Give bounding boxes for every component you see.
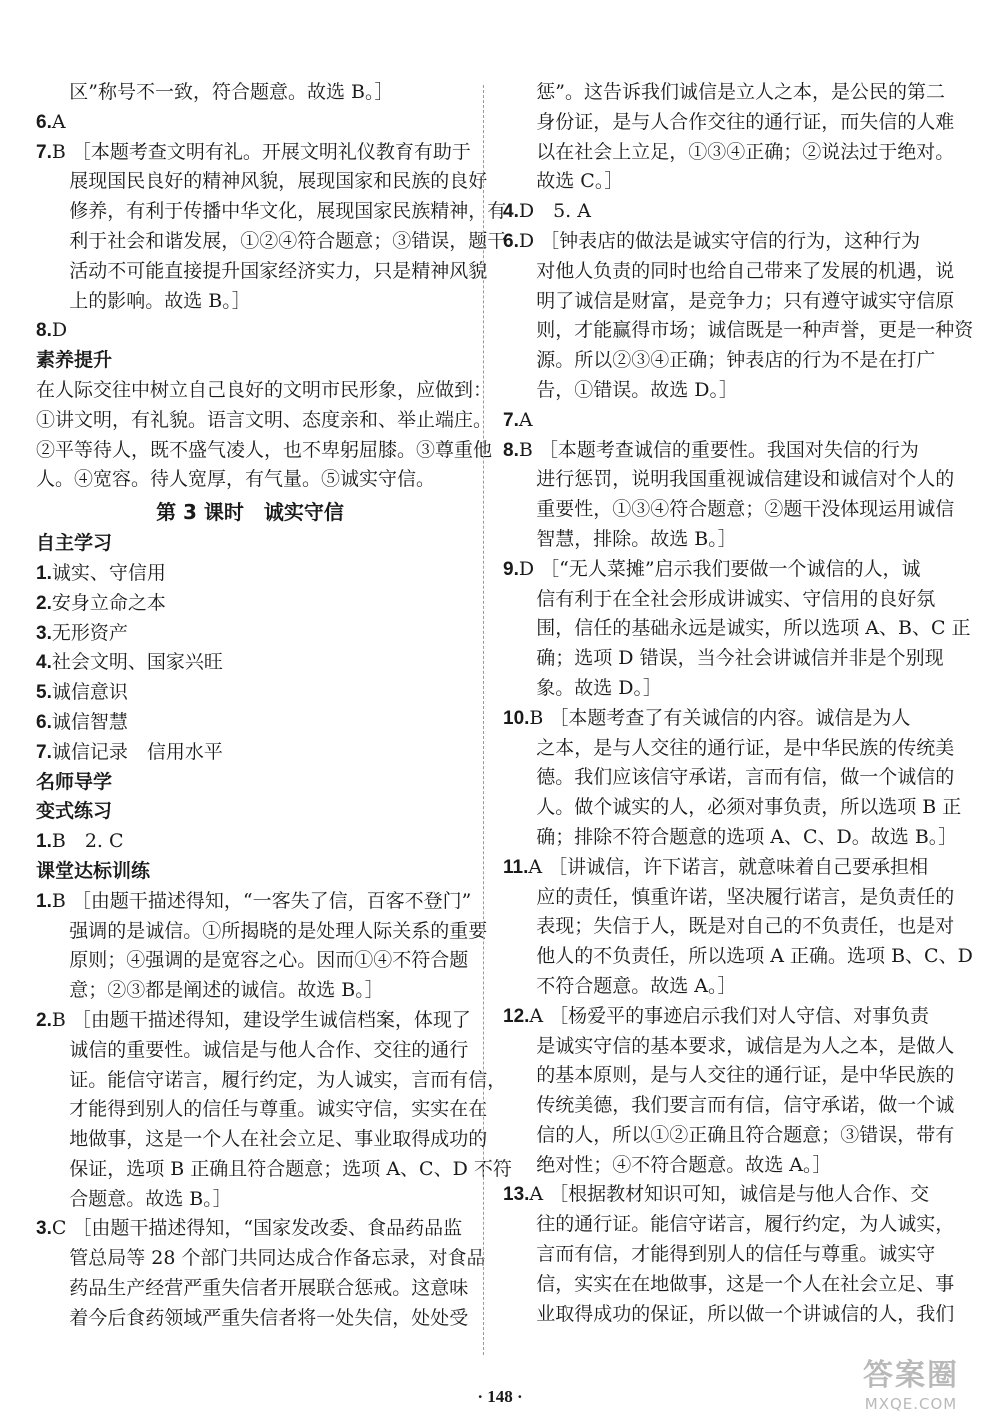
- line-text: 传统美德，我们要言而有信，信守承诺，做一个诚: [536, 1094, 955, 1117]
- line-text: 业取得成功的保证，所以做一个讲诚信的人，我们: [536, 1302, 955, 1325]
- line-text: 信，实实在在地做事，这是一个人在社会立足、事: [536, 1272, 955, 1295]
- text-line: [503, 1002, 933, 1032]
- item-number: 13.: [503, 1184, 530, 1206]
- answer-item: [503, 555, 971, 704]
- text-line: [36, 316, 464, 346]
- text-line: [36, 619, 464, 649]
- line-text: 地做事，这是一个人在社会立足、事业取得成功的: [69, 1128, 488, 1151]
- section-heading: 自主学习: [36, 532, 113, 555]
- text-line: [36, 257, 488, 287]
- text-line: [503, 1032, 955, 1062]
- text-line: [503, 1091, 955, 1121]
- text-line: [503, 644, 944, 674]
- answer-item: [36, 738, 464, 768]
- line-text: 诚信的重要性。诚信是与他人合作、交往的通行: [69, 1038, 469, 1061]
- text-line: [503, 1270, 955, 1300]
- line-text: ①讲文明，有礼貌。语言文明、态度亲和、举止端庄。: [36, 408, 493, 431]
- answer-item: [503, 1002, 955, 1181]
- line-text: 人。做个诚实的人，必须对事负责，所以选项 B 正: [536, 796, 962, 819]
- text-line: [503, 465, 955, 495]
- line-text: 言而有信，才能得到别人的信任与尊重。诚实守: [536, 1243, 936, 1266]
- text-line: [503, 257, 955, 287]
- answer-item: [36, 648, 464, 678]
- text-paragraph: [36, 78, 464, 108]
- answer-item: [503, 227, 974, 406]
- line-text: 药品生产经营严重失信者开展联合惩戒。这意味: [69, 1277, 469, 1300]
- text-line: [36, 78, 464, 108]
- text-line: [36, 436, 493, 466]
- line-text: A ［杨爱平的事迹启示我们对人守信、对事负责: [529, 1004, 930, 1027]
- text-line: [36, 167, 488, 197]
- text-line: [503, 436, 933, 466]
- right-column: [503, 78, 974, 1329]
- item-number: 1.: [36, 890, 52, 912]
- text-line: [503, 167, 933, 197]
- text-line: [36, 1155, 512, 1185]
- item-number: 7.: [503, 409, 519, 431]
- item-number: 3.: [36, 622, 52, 644]
- text-line: [503, 376, 933, 406]
- line-text: 惩”。这告诉我们诚信是立人之本，是公民的第二: [536, 81, 945, 103]
- text-line: [503, 912, 955, 942]
- line-text: 智慧，排除。故选 B。］: [536, 527, 737, 550]
- item-number: 4.: [503, 201, 519, 223]
- item-number: 6.: [36, 111, 52, 133]
- item-number: 1.: [36, 562, 52, 584]
- text-line: [503, 555, 933, 585]
- item-number: 7.: [36, 141, 52, 163]
- text-line: [36, 1304, 469, 1334]
- text-line: [503, 704, 933, 734]
- answer-item: [36, 887, 488, 1006]
- answer-item: [36, 1214, 486, 1333]
- text-line: [503, 1210, 955, 1240]
- line-text: 以在社会上立足，①③④正确；②说法过于绝对。: [536, 140, 955, 163]
- text-line: [36, 108, 464, 138]
- text-line: [503, 346, 936, 376]
- line-text: 之本，是与人交往的通行证，是中华民族的传统美: [536, 736, 955, 759]
- text-line: [36, 976, 464, 1006]
- item-number: 9.: [503, 558, 519, 580]
- line-text: 围，信任的基础永远是诚实，所以选项 A、B、C 正: [536, 617, 971, 640]
- line-text: 修养，有利于传播中华文化，展现国家民族精神，有: [69, 200, 507, 223]
- text-line: [503, 495, 955, 525]
- line-text: 则，才能赢得市场；诚信既是一种声誉，更是一种资: [536, 319, 974, 342]
- line-text: ②平等待人，既不盛气凌人，也不卑躬屈膝。③尊重他: [36, 438, 493, 461]
- text-line: [503, 972, 933, 1002]
- text-line: [36, 917, 488, 947]
- line-text: 德。我们应该信守承诺，言而有信，做一个诚信的: [536, 766, 955, 789]
- text-line: [503, 1121, 955, 1151]
- text-line: [503, 227, 933, 257]
- text-line: [503, 138, 955, 168]
- line-text: 诚信智慧: [51, 710, 128, 733]
- answer-item: [36, 827, 464, 857]
- answer-item: [503, 436, 955, 555]
- text-line: [503, 108, 955, 138]
- answer-item: [36, 589, 464, 619]
- text-line: [503, 1240, 936, 1270]
- text-line: [503, 853, 933, 883]
- item-number: 1.: [36, 831, 52, 853]
- line-text: 管总局等 28 个部门共同达成合作备忘录，对食品: [69, 1247, 486, 1270]
- section-heading: 素养提升: [36, 349, 113, 372]
- line-text: B 2. C: [51, 830, 124, 853]
- line-text: 确；排除不符合题意的选项 A、C、D。故选 B。］: [536, 825, 958, 848]
- watermark-url: MXQE.COM: [864, 1395, 958, 1413]
- answer-item: [503, 1180, 955, 1329]
- line-text: 身份证，是与人合作交往的通行证，而失信的人难: [536, 110, 955, 133]
- text-line: [36, 227, 507, 257]
- text-line: [36, 1274, 469, 1304]
- line-text: 信有利于在全社会形成讲诚实、守信用的良好氛: [536, 587, 936, 610]
- left-column: [36, 78, 512, 1334]
- line-text: 进行惩罚，说明我国重视诚信建设和诚信对个人的: [536, 468, 955, 491]
- watermark-logo: [836, 1357, 986, 1419]
- text-line: [36, 1214, 464, 1244]
- text-line: [36, 827, 464, 857]
- line-text: 原则；④强调的是宽容之心。因而①④不符合题: [69, 949, 469, 972]
- text-line: [36, 559, 464, 589]
- line-text: 意；②③都是阐述的诚信。故选 B。］: [69, 979, 384, 1002]
- item-number: 4.: [36, 652, 52, 674]
- item-number: 11.: [503, 856, 529, 878]
- text-line: [503, 316, 974, 346]
- line-text: 无形资产: [51, 621, 128, 644]
- line-text: B ［由题干描述得知，建设学生诚信档案，体现了: [51, 1008, 471, 1031]
- text-line: [36, 406, 493, 436]
- line-text: B ［本题考查文明有礼。开展文明礼仪教育有助于: [51, 140, 471, 163]
- line-text: 合题意。故选 B。］: [69, 1187, 232, 1210]
- text-line: [503, 793, 962, 823]
- lesson-title: 第 3 课时 诚实守信: [156, 500, 344, 525]
- text-line: [503, 406, 933, 436]
- line-text: 社会文明、国家兴旺: [51, 651, 223, 674]
- line-text: 源。所以②③④正确；钟表店的行为不是在打广: [536, 349, 936, 372]
- item-number: 6.: [503, 230, 519, 252]
- text-line: [36, 197, 507, 227]
- line-text: 信的人，所以①②正确且符合题意；③错误，带有: [536, 1123, 955, 1146]
- line-text: 他人的不负责任，所以选项 A 正确。选项 B、C、D: [536, 945, 973, 968]
- text-line: [503, 763, 955, 793]
- text-line: [36, 738, 464, 768]
- line-text: D: [51, 319, 68, 342]
- line-text: A: [51, 110, 66, 133]
- watermark-title: 答案圈: [863, 1358, 959, 1393]
- line-text: 活动不可能直接提升国家经济实力，只是精神风貌: [69, 259, 488, 282]
- item-number: 3.: [36, 1218, 52, 1240]
- text-line: [503, 1061, 955, 1091]
- line-text: 重要性，①③④符合题意；②题干没体现运用诚信: [536, 498, 955, 521]
- line-text: 区”称号不一致，符合题意。故选 B。］: [69, 81, 394, 103]
- text-line: [503, 614, 971, 644]
- line-text: A: [518, 408, 533, 431]
- line-text: 对他人负责的同时也给自己带来了发展的机遇，说: [536, 259, 955, 282]
- answer-item: [503, 406, 933, 436]
- item-number: 10.: [503, 707, 530, 729]
- text-line: [36, 1066, 507, 1096]
- line-text: 着今后食药领域严重失信者将一处失信，处处受: [69, 1306, 469, 1329]
- text-line: [36, 287, 464, 317]
- line-text: 才能得到别人的信任与尊重。诚实守信，实实在在: [69, 1098, 488, 1121]
- line-text: 在人际交往中树立自己良好的文明市民形象，应做到：: [36, 378, 493, 401]
- line-text: B ［本题考查了有关诚信的内容。诚信是为人: [529, 706, 911, 729]
- line-text: B ［本题考查诚信的重要性。我国对失信的行为: [518, 438, 919, 461]
- line-text: 诚信意识: [51, 681, 128, 704]
- line-text: D 5. A: [518, 200, 591, 223]
- text-line: [36, 1036, 469, 1066]
- page-number: · 148 ·: [477, 1387, 523, 1406]
- line-text: 应的责任，慎重许诺，坚决履行诺言，是负责任的: [536, 885, 955, 908]
- line-text: A ［根据教材知识可知，诚信是与他人合作、交: [529, 1183, 930, 1206]
- text-line: [36, 589, 464, 619]
- line-text: 利于社会和谐发展，①②④符合题意；③错误，题干: [69, 229, 507, 252]
- item-number: 8.: [36, 320, 52, 342]
- answer-item: [503, 853, 973, 1002]
- item-number: 2.: [36, 592, 52, 614]
- line-text: 故选 C。］: [536, 170, 624, 193]
- text-line: [36, 138, 471, 168]
- item-number: 8.: [503, 439, 519, 461]
- text-line: [503, 883, 955, 913]
- item-number: 2.: [36, 1009, 52, 1031]
- line-text: 绝对性；④不符合题意。故选 A。］: [536, 1153, 832, 1176]
- item-number: 5.: [36, 682, 52, 704]
- text-line: [503, 823, 958, 853]
- text-line: [36, 946, 469, 976]
- line-text: 强调的是诚信。①所揭晓的是处理人际关系的重要: [69, 919, 488, 942]
- line-text: 上的影响。故选 B。］: [69, 289, 251, 312]
- answer-item: [36, 108, 464, 138]
- text-line: [36, 887, 472, 917]
- text-line: [503, 1180, 933, 1210]
- text-line: [36, 1244, 486, 1274]
- answer-item: [36, 316, 464, 346]
- item-number: 7.: [36, 741, 52, 763]
- answer-item: [36, 619, 464, 649]
- text-line: [503, 525, 933, 555]
- section-heading: 课堂达标训练: [36, 859, 151, 882]
- answer-item: [36, 138, 507, 317]
- text-line: [36, 648, 464, 678]
- line-text: 诚实、守信用: [51, 561, 166, 584]
- line-text: D ［钟表店的做法是诚实守信的行为，这种行为: [518, 229, 921, 252]
- line-text: B ［由题干描述得知，“一客失了信，百客不登门”: [51, 889, 472, 912]
- text-line: [36, 708, 464, 738]
- text-line: [36, 465, 464, 495]
- text-line: [503, 287, 955, 317]
- answer-item: [503, 704, 962, 853]
- text-line: [503, 734, 955, 764]
- text-line: [36, 1185, 464, 1215]
- answer-item: [36, 559, 464, 589]
- line-text: 安身立命之本: [51, 591, 166, 614]
- item-number: 6.: [36, 711, 52, 733]
- line-text: 是诚实守信的基本要求，诚信是为人之本，是做人: [536, 1034, 955, 1057]
- line-text: C ［由题干描述得知，“国家发改委、食品药品监: [51, 1217, 463, 1240]
- line-text: 表现；失信于人，既是对自己的不负责任，也是对: [536, 915, 955, 938]
- answer-item: [36, 678, 464, 708]
- text-paragraph: [503, 78, 955, 197]
- answer-item: [36, 708, 464, 738]
- text-line: [503, 78, 945, 108]
- text-line: [503, 585, 936, 615]
- answer-item: [503, 197, 933, 227]
- line-text: 证。能信守诺言，履行约定，为人诚实，言而有信，: [69, 1068, 507, 1091]
- line-text: 确；选项 D 错误，当今社会讲诚信并非是个别现: [536, 647, 944, 670]
- line-text: 不符合题意。故选 A。］: [536, 974, 737, 997]
- text-line: [503, 674, 933, 704]
- text-line: [36, 1125, 488, 1155]
- text-line: [36, 376, 493, 406]
- text-paragraph: [36, 376, 493, 495]
- text-line: [36, 1095, 488, 1125]
- line-text: 诚信记录 信用水平: [51, 740, 223, 763]
- text-line: [503, 942, 973, 972]
- section-heading: 名师导学: [36, 770, 113, 793]
- line-text: 往的通行证。能信守诺言，履行约定，为人诚实，: [536, 1213, 955, 1236]
- section-heading: 变式练习: [36, 800, 113, 823]
- text-line: [503, 1300, 955, 1330]
- line-text: 展现国民良好的精神风貌，展现国家和民族的良好: [69, 170, 488, 193]
- line-text: 保证，选项 B 正确且符合题意；选项 A、C、D 不符: [69, 1157, 512, 1180]
- line-text: 人。④宽容。待人宽厚，有气量。⑤诚实守信。: [36, 468, 436, 491]
- line-text: 明了诚信是财富，是竞争力；只有遵守诚实守信原: [536, 289, 955, 312]
- line-text: 告，①错误。故选 D。］: [536, 378, 739, 401]
- line-text: D ［“无人菜摊”启示我们要做一个诚信的人，诚: [518, 557, 921, 580]
- line-text: 的基本原则，是与人交往的通行证，是中华民族的: [536, 1064, 955, 1087]
- text-line: [503, 197, 933, 227]
- line-text: 象。故选 D。］: [536, 676, 663, 699]
- text-line: [36, 678, 464, 708]
- line-text: A ［讲诚信，许下诺言，就意味着自己要承担相: [528, 855, 929, 878]
- text-line: [503, 1151, 933, 1181]
- item-number: 12.: [503, 1005, 530, 1027]
- column-divider: [483, 85, 484, 1355]
- text-line: [36, 1006, 471, 1036]
- answer-item: [36, 1006, 512, 1215]
